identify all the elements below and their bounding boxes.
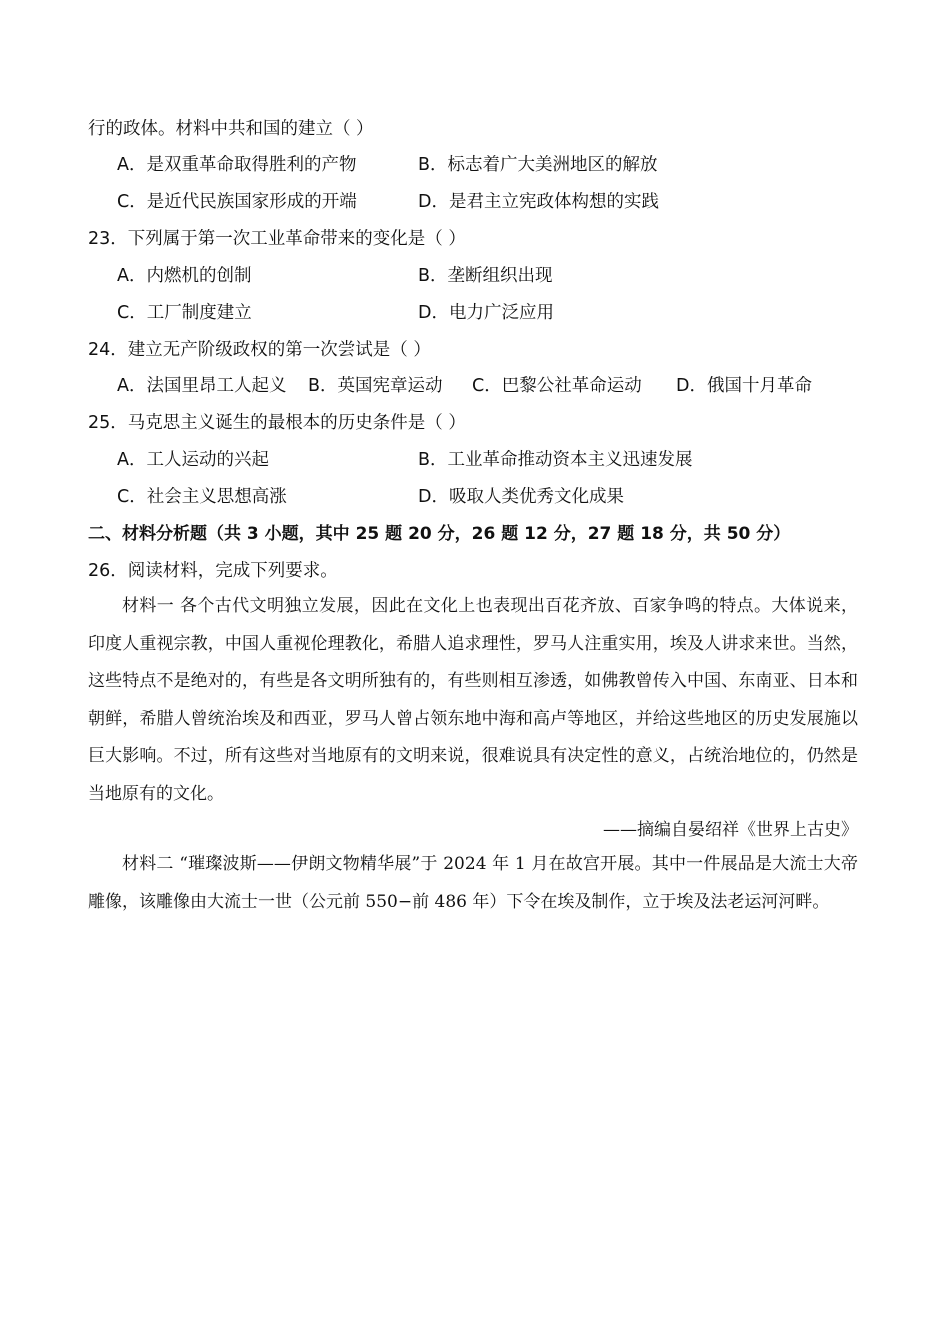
q25-option-c[interactable]: C．社会主义思想高涨 [117,487,287,507]
q23-option-b[interactable]: B．垄断组织出现 [418,266,553,286]
q25-option-a[interactable]: A．工人运动的兴起 [117,450,269,470]
q26-stem: 26．阅读材料，完成下列要求。 [88,561,338,581]
q24-option-c[interactable]: C．巴黎公社革命运动 [472,376,642,396]
q22-option-d[interactable]: D．是君主立宪政体构想的实践 [418,192,659,212]
q24-option-a[interactable]: A．法国里昂工人起义 [117,376,287,396]
q24-option-b[interactable]: B．英国宪章运动 [308,376,443,396]
q26-material-2: 材料二 “璀璨波斯——伊朗文物精华展”于 2024 年 1 月在故宫开展。其中一件展品是大流士大帝雕像，该雕像由大流士一世（公元前 550−前 486 年）下令在埃及制作，立于埃及法老运河河畔。 [88,854,858,912]
q22-option-b[interactable]: B．标志着广大美洲地区的解放 [418,155,658,175]
q22-option-a[interactable]: A．是双重革命取得胜利的产物 [117,155,357,175]
q24-stem: 24．建立无产阶级政权的第一次尝试是（ ） [88,340,431,360]
q23-option-d[interactable]: D．电力广泛应用 [418,303,554,323]
q25-stem: 25．马克思主义诞生的最根本的历史条件是（ ） [88,413,466,433]
section2-heading: 二、材料分析题（共 3 小题，其中 25 题 20 分，26 题 12 分，27 题 18 分，共 50 分） [88,524,791,544]
q26-material-1-source: ——摘编自晏绍祥《世界上古史》 [603,820,858,840]
q26-material-1: 材料一 各个古代文明独立发展，因此在文化上也表现出百花齐放、百家争鸣的特点。大体说来，印度人重视宗教，中国人重视伦理教化，希腊人追求理性，罗马人注重实用，埃及人讲求来世。当然，这些特点不是绝对的，有些是各文明所独有的，有些则相互渗透，如佛教曾传入中国、东南亚、日本和朝鲜，希腊人曾统治埃及和西亚，罗马人曾占领东地中海和高卢等地区，并给这些地区的历史发展施以巨大影响。不过，所有这些对当地原有的文明来说，很难说具有决定性的意义，占统治地位的，仍然是当地原有的文化。 [88,596,858,804]
q23-option-c[interactable]: C．工厂制度建立 [117,303,252,323]
q25-option-b[interactable]: B．工业革命推动资本主义迅速发展 [418,450,693,470]
q24-option-d[interactable]: D．俄国十月革命 [676,376,812,396]
q25-option-d[interactable]: D．吸取人类优秀文化成果 [418,487,624,507]
q22-stem-tail: 行的政体。材料中共和国的建立（ ） [88,119,374,139]
q23-stem: 23．下列属于第一次工业革命带来的变化是（ ） [88,229,466,249]
q22-option-c[interactable]: C．是近代民族国家形成的开端 [117,192,357,212]
q23-option-a[interactable]: A．内燃机的创制 [117,266,252,286]
